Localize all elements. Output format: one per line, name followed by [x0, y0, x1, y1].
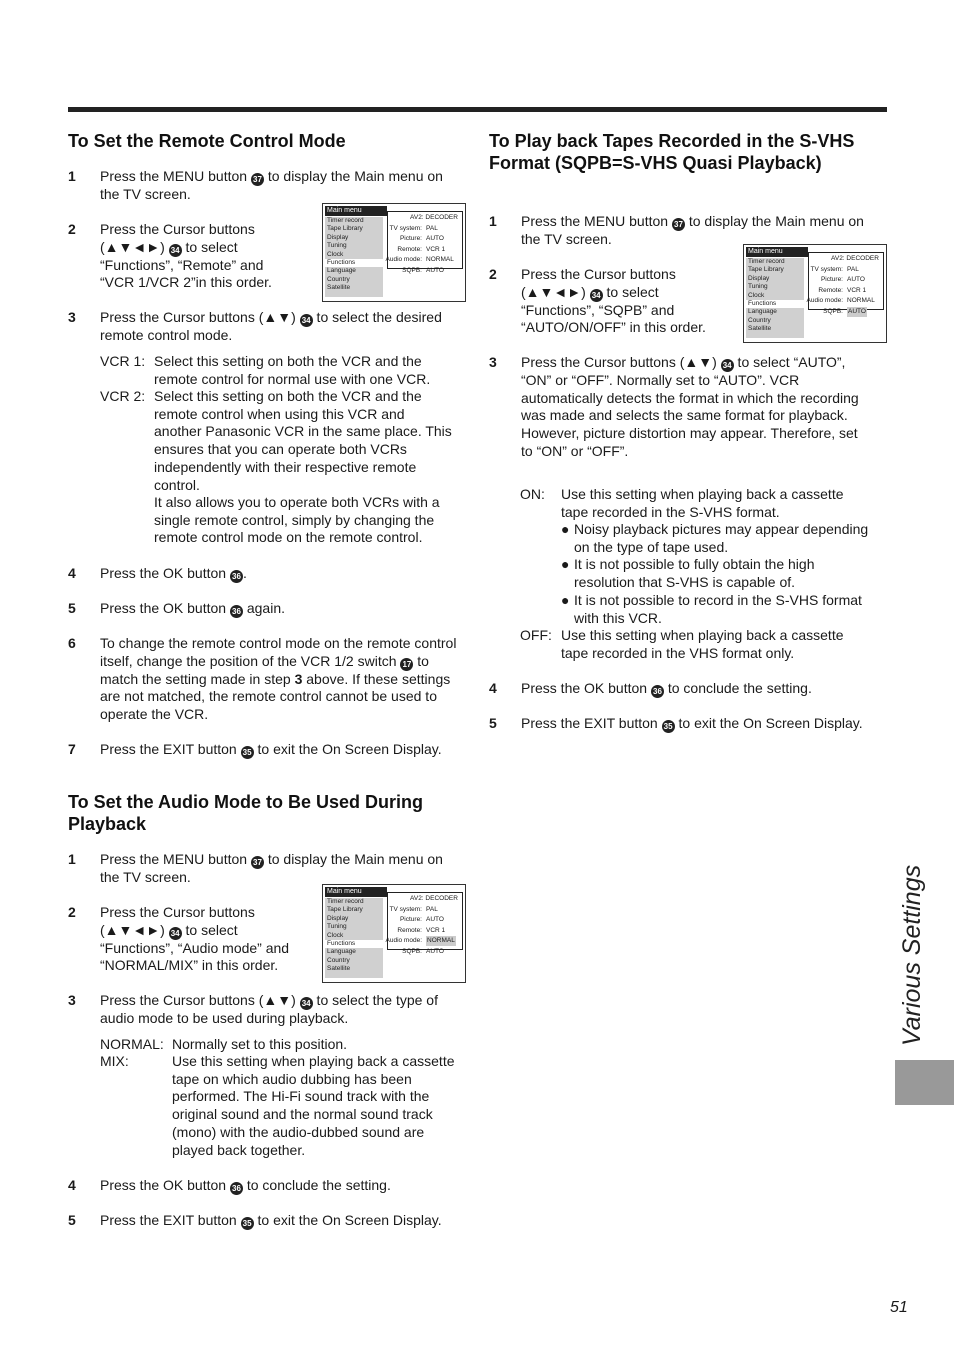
menu-item: Language [748, 308, 777, 316]
button-number-icon: 37 [251, 856, 264, 869]
button-number-icon: 34 [169, 927, 182, 940]
menu-item: Language [327, 267, 356, 275]
menu-item: Tape Library [748, 266, 784, 274]
menu-panel: AV2: DECODER TV system: PAL Picture: AUTO Remote: VCR 1 Audio mode: NORMAL SQPB: AUTO [387, 892, 463, 950]
menu-item: Functions [325, 259, 383, 267]
button-number-icon: 36 [230, 1182, 243, 1195]
menu-screen-sqpb [743, 244, 887, 343]
menu-item: Tuning [327, 923, 347, 931]
menu-header: Main menu [325, 887, 387, 897]
menu-item: Tape Library [327, 225, 363, 233]
button-number-icon: 34 [590, 289, 603, 302]
menu-panel: AV2: DECODER TV system: PAL Picture: AUTO Remote: VCR 1 Audio mode: NORMAL SQPB: AUTO [387, 211, 463, 269]
menu-item: Satellite [327, 284, 351, 292]
sidebar-label: Various Settings [898, 864, 926, 1046]
menu-item: Display [327, 914, 349, 922]
button-number-icon: 34 [300, 314, 313, 327]
page-number: 51 [890, 1299, 908, 1316]
sidebar-tab [895, 1060, 954, 1105]
menu-item: Satellite [748, 325, 772, 333]
menu-panel: AV2: DECODER TV system: PAL Picture: AUTO Remote: VCR 1 Audio mode: NORMAL SQPB: AUTO [808, 252, 884, 310]
menu-header: Main menu [325, 206, 387, 216]
menu-item: Functions [325, 940, 383, 948]
menu-item: Clock [327, 250, 344, 258]
menu-item: Tuning [748, 283, 768, 291]
menu-list [325, 217, 383, 297]
menu-item: Tuning [327, 242, 347, 250]
menu-item: Satellite [327, 965, 351, 973]
button-number-icon: 35 [662, 720, 675, 733]
button-number-icon: 36 [230, 605, 243, 618]
button-number-icon: 17 [400, 658, 413, 671]
menu-item: Country [327, 275, 350, 283]
button-number-icon: 35 [241, 746, 254, 759]
menu-item: Display [327, 233, 349, 241]
menu-list [746, 258, 804, 338]
sqpb-title: To Play back Tapes Recorded in the S-VHS Format (SQPB=S-VHS Quasi Playback) [489, 131, 855, 173]
button-number-icon: 36 [651, 685, 664, 698]
menu-item: Tape Library [327, 906, 363, 914]
button-number-icon: 37 [672, 218, 685, 231]
menu-item: Clock [327, 931, 344, 939]
menu-item: Clock [748, 291, 765, 299]
remote-title: To Set the Remote Control Mode [68, 131, 346, 151]
menu-item: Country [327, 956, 350, 964]
button-number-icon: 37 [251, 173, 264, 186]
menu-item: Country [748, 316, 771, 324]
button-number-icon: 34 [300, 997, 313, 1010]
top-rule [68, 107, 887, 112]
menu-item: Functions [746, 300, 804, 308]
button-number-icon: 35 [241, 1217, 254, 1230]
audio-title: To Set the Audio Mode to Be Used During Playback [68, 792, 423, 834]
menu-list [325, 898, 383, 978]
menu-screen-remote [322, 203, 466, 302]
button-number-icon: 34 [169, 244, 182, 257]
menu-item: Timer record [327, 898, 364, 905]
button-number-icon: 36 [230, 570, 243, 583]
button-number-icon: 34 [721, 359, 734, 372]
menu-item: Display [748, 274, 770, 282]
menu-header: Main menu [746, 247, 808, 257]
menu-item: Timer record [748, 258, 785, 265]
menu-screen-audio [322, 884, 466, 983]
menu-item: Timer record [327, 217, 364, 224]
menu-item: Language [327, 948, 356, 956]
